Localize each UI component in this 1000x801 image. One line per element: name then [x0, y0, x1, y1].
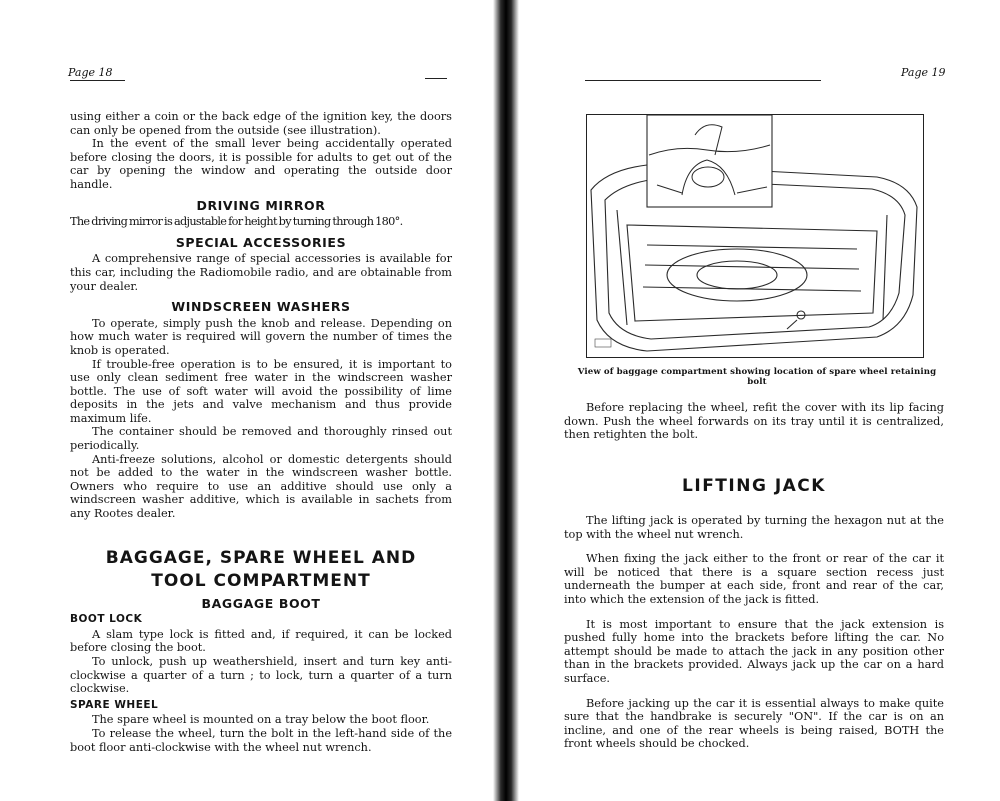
lifting-jack-paragraph: When fixing the jack either to the front or rear of the car it will be noticed that there is a square section recess just underneath the bumper at each side, front and rear of the car, into which the extension of the jack is fitted. [564, 552, 944, 606]
boot-lock-heading: BOOT LOCK [70, 613, 143, 626]
baggage-compartment-illustration [586, 114, 924, 358]
boot-line-drawing [587, 115, 923, 357]
lifting-jack-paragraph: It is most important to ensure that the jack extension is pushed fully home into the brackets before lifting the car. No attempt should be made to attach the jack in any position other than in the brackets provided. Always jack up the car on a hard surface. [564, 617, 944, 685]
washers-paragraph: If trouble-free operation is to be ensured, it is important to use only clean sediment free water in the windscreen washer bottle. The use of soft water will avoid the possibility of lime deposits in the jets and valve mechanism and thus provide maximum life. [70, 357, 452, 425]
lifting-jack-paragraph: The lifting jack is operated by turning the hexagon nut at the top with the wheel nut wrench. [564, 514, 944, 541]
figure-caption: View of baggage compartment showing location of spare wheel retaining bolt [577, 367, 937, 387]
driving-mirror-text: The driving mirror is adjustable for height by turning through 180°. [70, 215, 403, 229]
baggage-heading-line: TOOL COMPARTMENT [151, 570, 371, 591]
spare-wheel-paragraph: The spare wheel is mounted on a tray below the boot floor. [92, 713, 430, 727]
header-rule [425, 78, 447, 79]
special-accessories-text: A comprehensive range of special accessories is available for this car, including the Radiomobile radio, and are obtainable from your dealer. [70, 252, 452, 293]
header-rule [70, 80, 125, 81]
spare-wheel-heading: SPARE WHEEL [70, 698, 159, 711]
baggage-section-heading [70, 547, 452, 593]
intro-paragraph: using either a coin or the back edge of the ignition key, the doors can only be opened from the outside (see illustration). [70, 110, 452, 137]
page-number-left: Page 18 [68, 66, 113, 79]
lifting-jack-text [564, 514, 944, 762]
spare-wheel-paragraph: To release the wheel, turn the bolt in the left-hand side of the boot floor anti-clockwise with the wheel nut wrench. [70, 726, 452, 754]
spare-wheel-continued [564, 401, 944, 442]
intro-paragraph: In the event of the small lever being accidentally operated before closing the doors, it is possible for adults to get out of the car by opening the window and operating the outside door handle. [70, 137, 452, 191]
header-rule [585, 80, 821, 81]
lifting-jack-heading: LIFTING JACK [682, 476, 826, 496]
boot-lock-paragraph: To unlock, push up weathershield, insert and turn key anti-clockwise a quarter of a turn ; to lock, turn a quarter of a turn clockwise. [70, 655, 452, 696]
baggage-heading-line: BAGGAGE, SPARE WHEEL AND [105, 547, 417, 568]
special-accessories-heading: SPECIAL ACCESSORIES [175, 234, 347, 250]
book-gutter [493, 0, 519, 801]
lifting-jack-paragraph: Before jacking up the car it is essential always to make quite sure that the handbrake is securely "ON". If the car is on an incline, and one of the rear wheels is being raised, BOTH the front wheels should be chocked. [564, 696, 944, 751]
boot-lock-paragraph: A slam type lock is fitted and, if required, it can be locked before closing the boot. [70, 627, 452, 655]
spare-wheel-continued-paragraph: Before replacing the wheel, refit the cover with its lip facing down. Push the wheel forwards on its tray until it is centralized, then retighten the bolt. [564, 401, 944, 442]
washers-paragraph: To operate, simply push the knob and release. Depending on how much water is required will govern the number of times the knob is operated. [70, 316, 452, 357]
left-page [0, 0, 493, 801]
washers-paragraph: The container should be removed and thoroughly rinsed out periodically. [70, 425, 452, 453]
washers-paragraph: Anti-freeze solutions, alcohol or domestic detergents should not be added to the water in the windscreen washer bottle. Owners who require to use an additive should use only a windscreen washer additive, which is available in sachets from any Rootes dealer. [70, 452, 452, 521]
baggage-boot-subheading: BAGGAGE BOOT [201, 595, 321, 611]
page-number-right: Page 19 [901, 66, 946, 79]
driving-mirror-heading: DRIVING MIRROR [196, 197, 326, 213]
windscreen-washers-heading: WINDSCREEN WASHERS [171, 299, 351, 315]
left-text-column [70, 110, 452, 754]
